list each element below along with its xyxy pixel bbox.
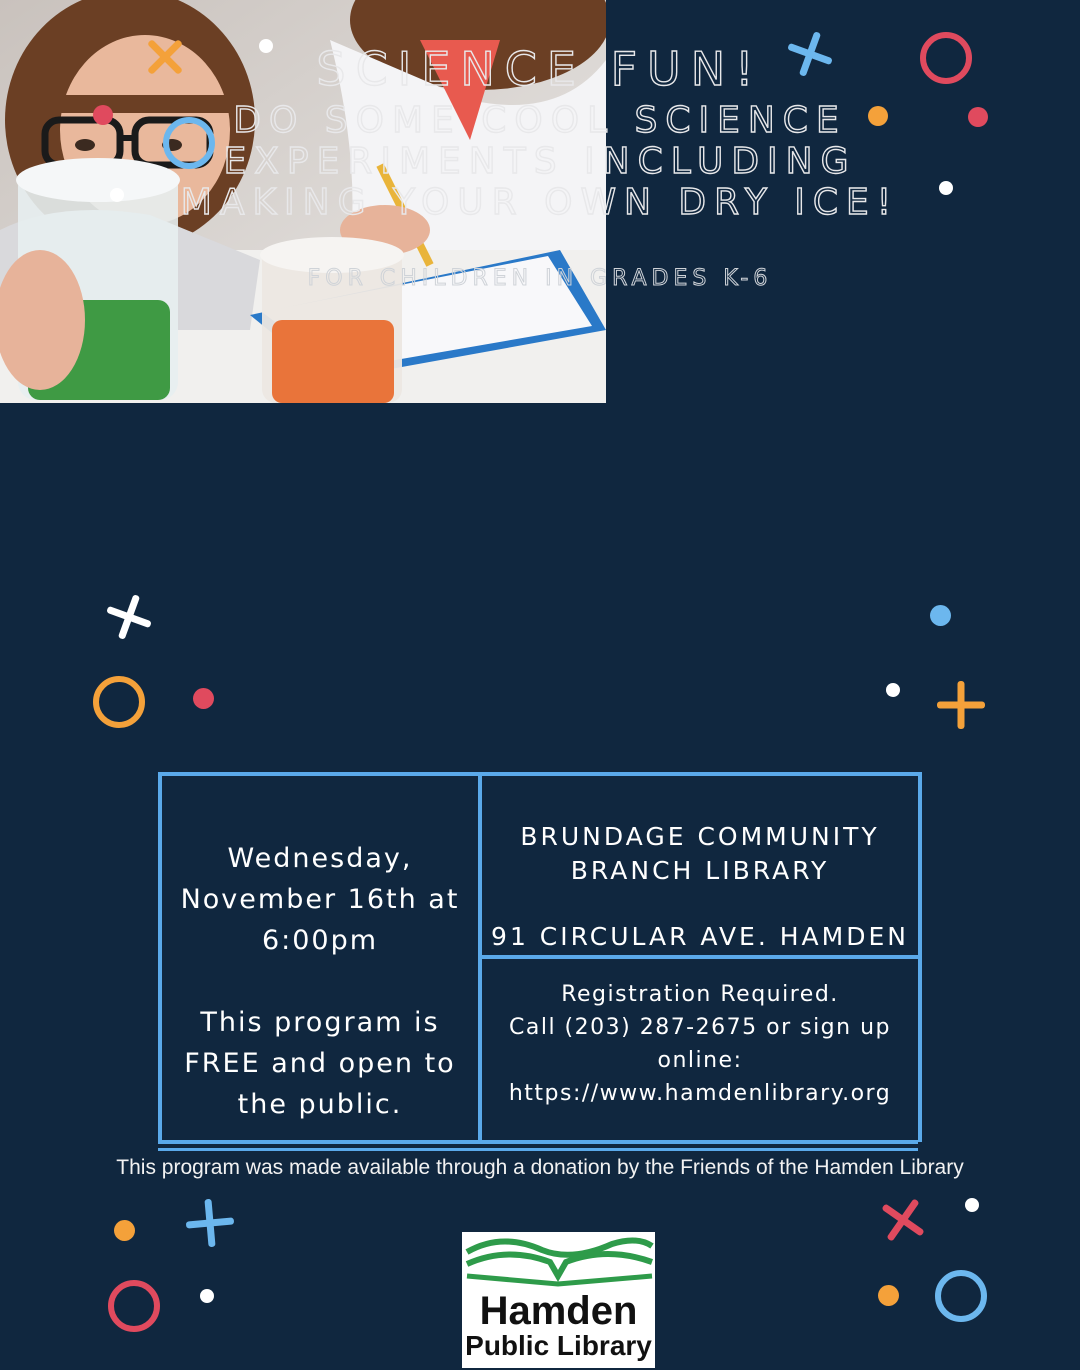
dot-icon xyxy=(930,605,951,626)
library-address: 91 CIRCULAR AVE. HAMDEN xyxy=(491,922,909,951)
logo-subtitle: Public Library xyxy=(465,1330,652,1361)
registration-line-1: Registration Required. xyxy=(561,982,839,1007)
x-mark-icon xyxy=(879,1196,927,1244)
dot-icon xyxy=(93,105,113,125)
library-line-1: BRUNDAGE COMMUNITY xyxy=(520,822,880,851)
date-line-3: 6:00pm xyxy=(261,925,379,956)
dot-icon xyxy=(114,1220,135,1241)
registration-info xyxy=(482,978,918,1110)
dot-icon xyxy=(110,188,124,202)
circle-icon xyxy=(163,117,215,169)
book-icon xyxy=(462,1232,655,1292)
registration-url[interactable]: https://www.hamdenlibrary.org xyxy=(508,1081,892,1106)
circle-icon xyxy=(108,1280,160,1332)
library-line-2: BRANCH LIBRARY xyxy=(570,856,830,885)
headline-line-2: EXPERIMENTS INCLUDING xyxy=(223,141,857,182)
poster-title: SCIENCE FUN! xyxy=(316,42,764,96)
dot-icon xyxy=(886,683,900,697)
plus-icon xyxy=(185,1198,235,1248)
headline-line-3: MAKING YOUR OWN DRY ICE! xyxy=(180,182,900,223)
free-line-3: the public. xyxy=(237,1089,403,1120)
dot-icon xyxy=(200,1289,214,1303)
free-line-2: FREE and open to xyxy=(184,1048,456,1079)
dot-icon xyxy=(965,1198,979,1212)
box-border-top xyxy=(160,772,922,776)
box-border-bottom xyxy=(158,1140,918,1144)
dot-icon xyxy=(259,39,273,53)
circle-icon xyxy=(935,1270,987,1322)
date-line-2: November 16th at xyxy=(180,884,460,915)
dot-icon xyxy=(193,688,214,709)
event-date xyxy=(162,838,478,961)
plus-icon xyxy=(936,680,986,730)
x-mark-icon xyxy=(144,36,186,78)
circle-icon xyxy=(920,32,972,84)
plus-icon xyxy=(106,594,152,640)
box-border-bottom-2 xyxy=(158,1148,918,1151)
dot-icon xyxy=(868,106,888,126)
box-border-divider xyxy=(480,955,922,959)
audience-text: FOR CHILDREN IN GRADES K-6 xyxy=(307,266,773,291)
circle-icon xyxy=(93,676,145,728)
library-logo xyxy=(462,1232,655,1368)
free-notice xyxy=(162,1002,478,1125)
x-mark-icon xyxy=(787,31,833,77)
library-name xyxy=(482,820,918,888)
donation-note: This program was made available through a donation by the Friends of the Hamden Library xyxy=(116,1156,964,1179)
registration-line-3: online: xyxy=(657,1048,743,1073)
free-line-1: This program is xyxy=(200,1007,440,1038)
logo-name: Hamden xyxy=(479,1289,638,1333)
dot-icon xyxy=(939,181,953,195)
headline-line-1: DO SOME COOL SCIENCE xyxy=(233,100,847,141)
dot-icon xyxy=(968,107,988,127)
date-line-1: Wednesday, xyxy=(227,843,413,874)
dot-icon xyxy=(878,1285,899,1306)
registration-line-2: Call (203) 287-2675 or sign up xyxy=(508,1015,891,1040)
